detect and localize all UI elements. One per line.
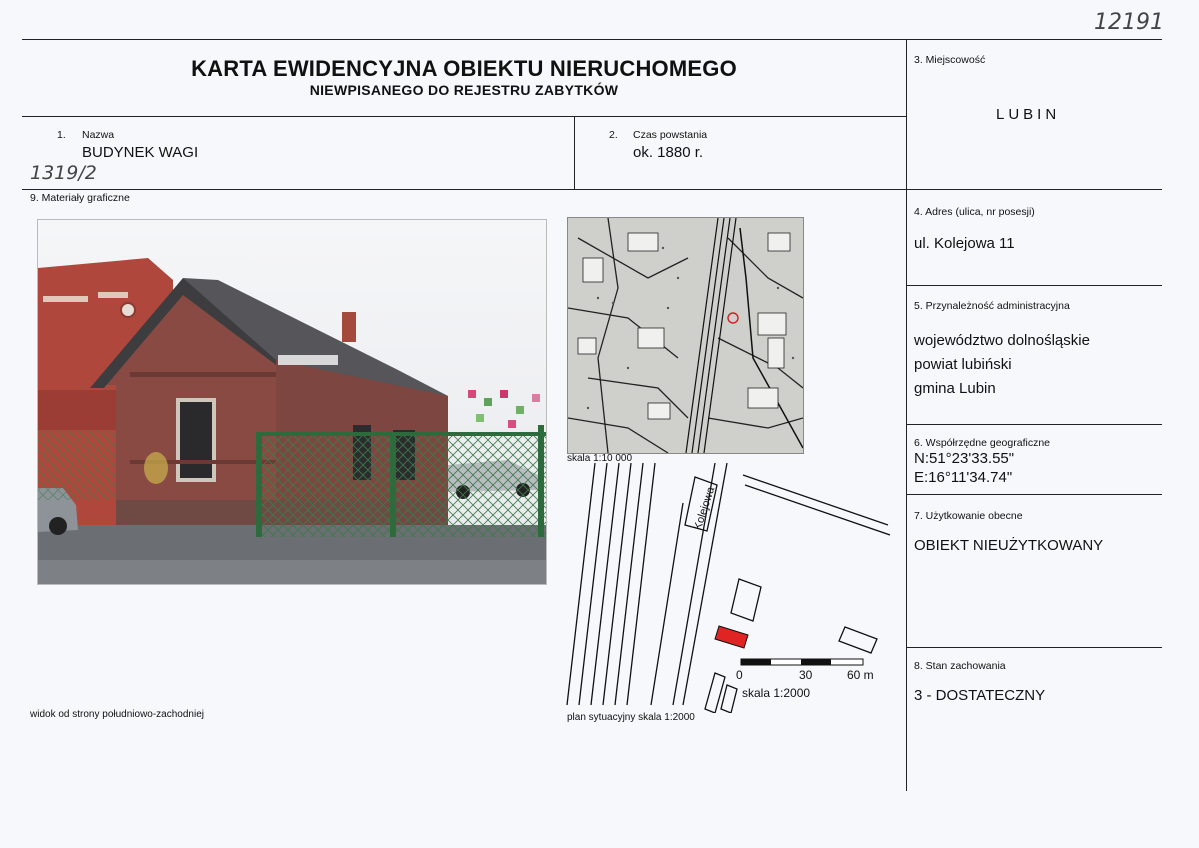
scale-tick-60: 60 m	[847, 668, 874, 682]
usage-value: OBIEKT NIEUŻYTKOWANY	[914, 537, 1104, 554]
site-plan	[565, 463, 895, 713]
condition-label: 8. Stan zachowania	[914, 660, 1006, 672]
map-caption: skala 1:10 000	[567, 453, 633, 464]
admin-divider	[906, 424, 1162, 425]
period-label: Czas powstania	[633, 129, 708, 141]
name-period-divider	[574, 116, 575, 189]
page-title: KARTA EWIDENCYJNA OBIEKTU NIERUCHOMEGO	[191, 56, 737, 81]
coords-label: 6. Współrzędne geograficzne	[914, 437, 1050, 449]
page-subtitle: NIEWPISANEGO DO REJESTRU ZABYTKÓW	[309, 82, 619, 98]
admin-label: 5. Przynależność administracyjna	[914, 300, 1070, 312]
name-number: 1.	[57, 129, 66, 141]
coords-divider	[906, 494, 1162, 495]
locality-value: LUBIN	[996, 106, 1061, 123]
usage-divider	[906, 647, 1162, 648]
building-photo	[37, 219, 547, 585]
handwritten-sheet-number: 12191	[1094, 10, 1164, 35]
name-value: BUDYNEK WAGI	[82, 144, 199, 161]
plan-caption: plan sytuacyjny skala 1:2000	[567, 712, 695, 723]
top-border	[22, 39, 1162, 40]
admin-voivodeship: województwo dolnośląskie	[914, 332, 1090, 349]
address-value: ul. Kolejowa 11	[914, 235, 1015, 252]
coords-latitude: N:51°23'33.55"	[914, 450, 1015, 467]
period-number: 2.	[609, 129, 618, 141]
plan-scale-label: skala 1:2000	[742, 686, 811, 700]
handwritten-reference: 1319/2	[30, 162, 97, 184]
locality-label: 3. Miejscowość	[914, 54, 986, 66]
topographic-map	[567, 217, 804, 454]
fields-divider	[22, 189, 1162, 190]
photo-caption: widok od strony południowo-zachodniej	[30, 709, 204, 720]
usage-label: 7. Użytkowanie obecne	[914, 510, 1023, 522]
scale-tick-0: 0	[736, 668, 743, 682]
name-label: Nazwa	[82, 129, 115, 141]
header-divider	[22, 116, 906, 117]
admin-commune: gmina Lubin	[914, 380, 996, 397]
period-value: ok. 1880 r.	[633, 144, 704, 161]
condition-value: 3 - DOSTATECZNY	[914, 687, 1046, 704]
right-column-divider	[906, 39, 907, 791]
plan-street-name: Kolejowa	[692, 485, 718, 532]
admin-county: powiat lubiński	[914, 356, 1012, 373]
address-label: 4. Adres (ulica, nr posesji)	[914, 206, 1035, 218]
graphics-label: 9. Materiały graficzne	[30, 192, 130, 204]
coords-longitude: E:16°11'34.74"	[914, 469, 1013, 486]
address-divider	[906, 285, 1162, 286]
scale-tick-30: 30	[799, 668, 813, 682]
